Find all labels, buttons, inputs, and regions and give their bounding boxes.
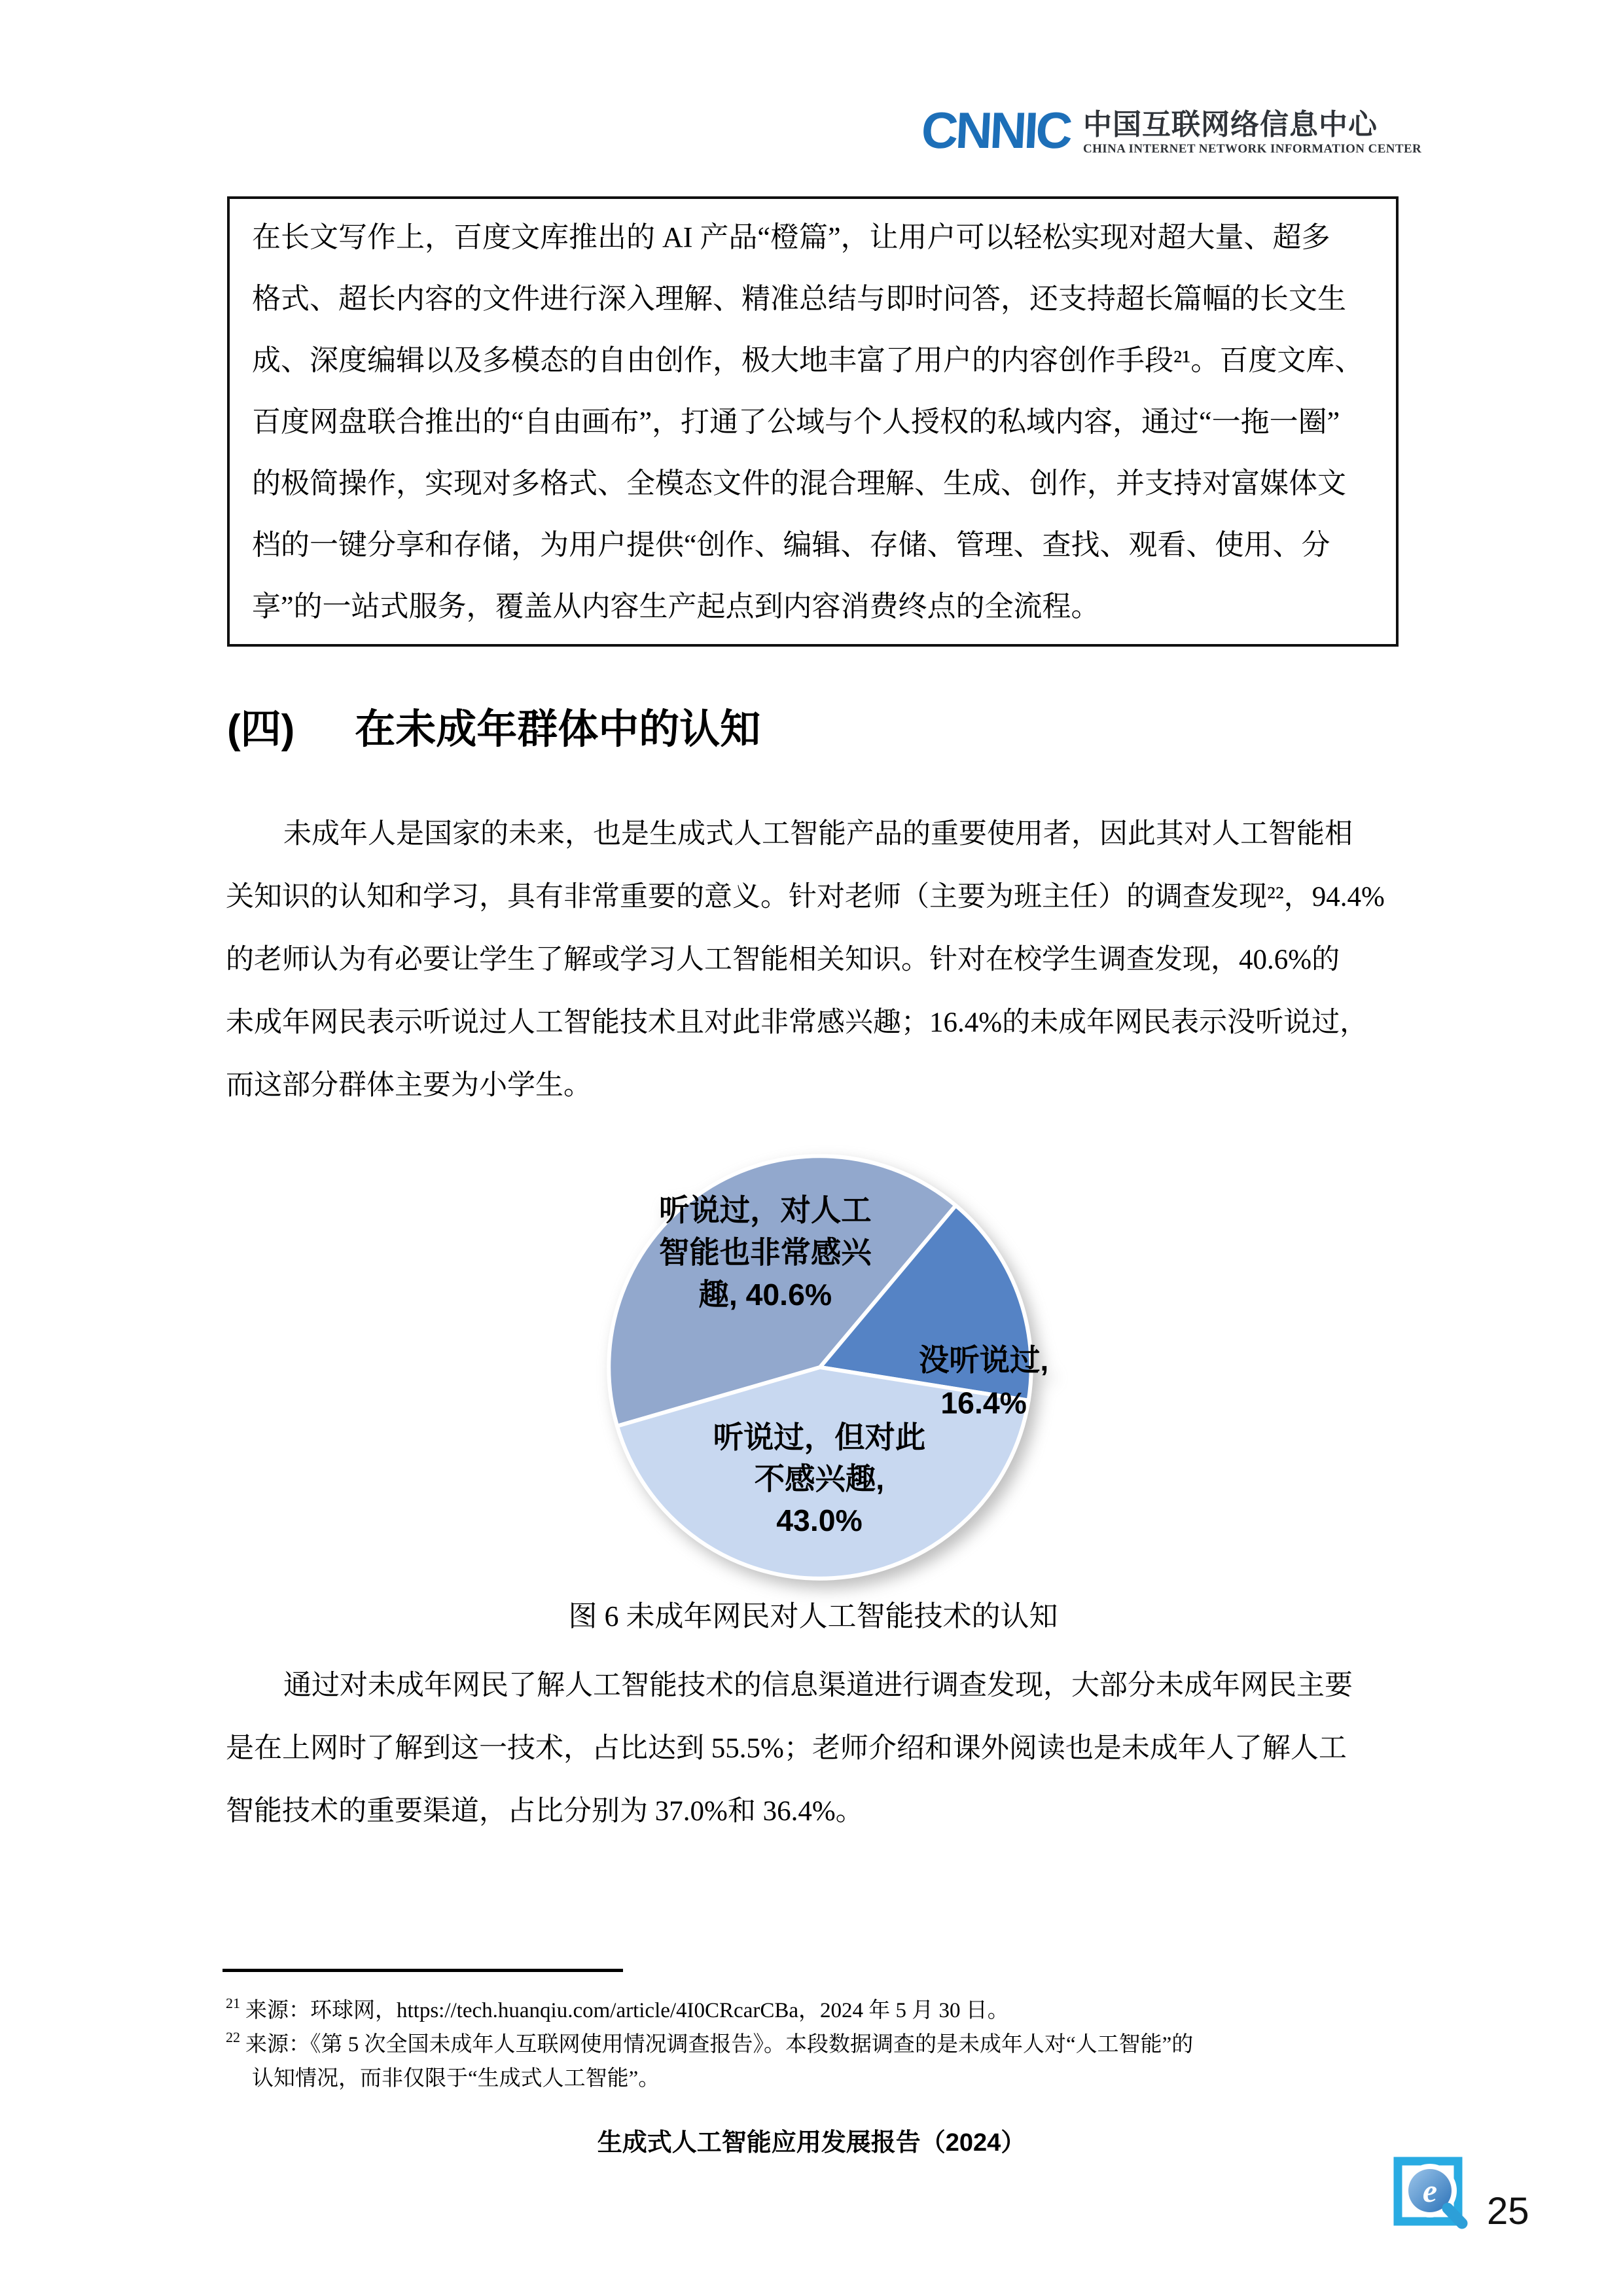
pie-label-not-heard: 没听说过, [918,1343,1049,1378]
figure-caption: 图 6 未成年网民对人工智能技术的认知 [568,1600,1058,1632]
footer-report-title: 生成式人工智能应用发展报告（2024） [597,2129,1026,2157]
footnote-text: 来源：《第 5 次全国未成年人互联网使用情况调查报告》。本段数据调查的是未成年人对“人工智能”的 [245,2033,1194,2056]
footnote-22-wrap-line: 认知情况，而非仅限于“生成式人工智能”。 [252,2067,660,2090]
footnote-marker: 22 [226,2029,240,2045]
org-name-cn: 中国互联网络信息中心 [1083,109,1378,141]
footnote-text: 来源：环球网，https://tech.huanqiu.com/article/4I0CRcarCBa，2024 年 5 月 30 日。 [245,1999,1009,2022]
box-line: 成、深度编辑以及多模态的自由创作，极大地丰富了用户的内容创作手段²¹。百度文库、 [252,344,1364,376]
section-heading [227,704,760,756]
paragraph-line: 而这部分群体主要为小学生。 [226,1070,592,1101]
cnnic-logo: CNNIC [919,101,1072,159]
box-line: 档的一键分享和存储，为用户提供“创作、编辑、存储、管理、查找、观看、使用、分 [252,529,1330,561]
org-name-block [1083,110,1421,156]
pie-label-not-heard: 16.4% [940,1386,1027,1420]
footnote-marker: 21 [226,1995,240,2011]
pie-label-heard-interested: 智能也非常感兴 [658,1235,872,1270]
box-line: 的极简操作，实现对多格式、全模态文件的混合理解、生成、创作，并支持对富媒体文 [252,467,1346,499]
page-number: 25 [1487,2190,1529,2233]
footnote-divider [223,1969,623,1972]
paragraph-line: 的老师认为有必要让学生了解或学习人工智能相关知识。针对在校学生调查发现，40.6%的 [226,944,1340,975]
body-paragraph-1 [226,803,1404,1117]
footnotes [226,1994,1410,2096]
paragraph-line: 智能技术的重要渠道，占比分别为 37.0%和 36.4%。 [226,1796,864,1827]
paragraph-line: 通过对未成年网民了解人工智能技术的信息渠道进行调查发现，大部分未成年网民主要 [283,1670,1353,1701]
section-title: 在未成年群体中的认知 [355,707,761,752]
box-line: 格式、超长内容的文件进行深入理解、精准总结与即时问答，还支持超长篇幅的长文生 [252,283,1346,315]
pie-label-heard-interested: 趣, 40.6% [698,1278,832,1312]
paragraph-line: 关知识的认知和学习，具有非常重要的意义。针对老师（主要为班主任）的调查发现²²，94.4% [226,882,1385,912]
e-magnifier-logo-icon [1393,2156,1469,2231]
pie-chart-svg [589,1136,1051,1598]
paragraph-line: 是在上网时了解到这一技术，占比达到 55.5%；老师介绍和课外阅读也是未成年人了解人工 [226,1733,1347,1764]
pie-label-heard-not-interested: 43.0% [776,1503,863,1538]
highlight-box [227,196,1399,647]
pie-label-heard-interested: 听说过，对人工 [658,1193,872,1228]
footnote-21 [226,1994,1410,2028]
body-paragraph-2 [226,1655,1404,1843]
org-name-en: CHINA INTERNET NETWORK INFORMATION CENTER [1083,142,1422,156]
paragraph-line: 未成年网民表示听说过人工智能技术且对此非常感兴趣；16.4%的未成年网民表示没听说过， [226,1007,1368,1038]
box-line: 享”的一站式服务，覆盖从内容生产起点到内容消费终点的全流程。 [252,590,1100,622]
logo-letter: e [1422,2172,1438,2209]
pie-label-heard-not-interested: 不感兴趣, [754,1462,885,1496]
box-line: 百度网盘联合推出的“自由画布”，打通了公域与个人授权的私域内容，通过“一拖一圈” [252,406,1340,438]
pie-chart [589,1136,1051,1598]
pie-label-heard-not-interested: 听说过，但对此 [713,1420,926,1455]
section-number: (四) [227,707,295,752]
footnote-22 [226,2028,1410,2062]
box-line: 在长文写作上，百度文库推出的 AI 产品“橙篇”，让用户可以轻松实现对超大量、超多 [252,221,1330,253]
header [919,101,1422,159]
paragraph-line: 未成年人是国家的未来，也是生成式人工智能产品的重要使用者，因此其对人工智能相 [283,819,1353,850]
